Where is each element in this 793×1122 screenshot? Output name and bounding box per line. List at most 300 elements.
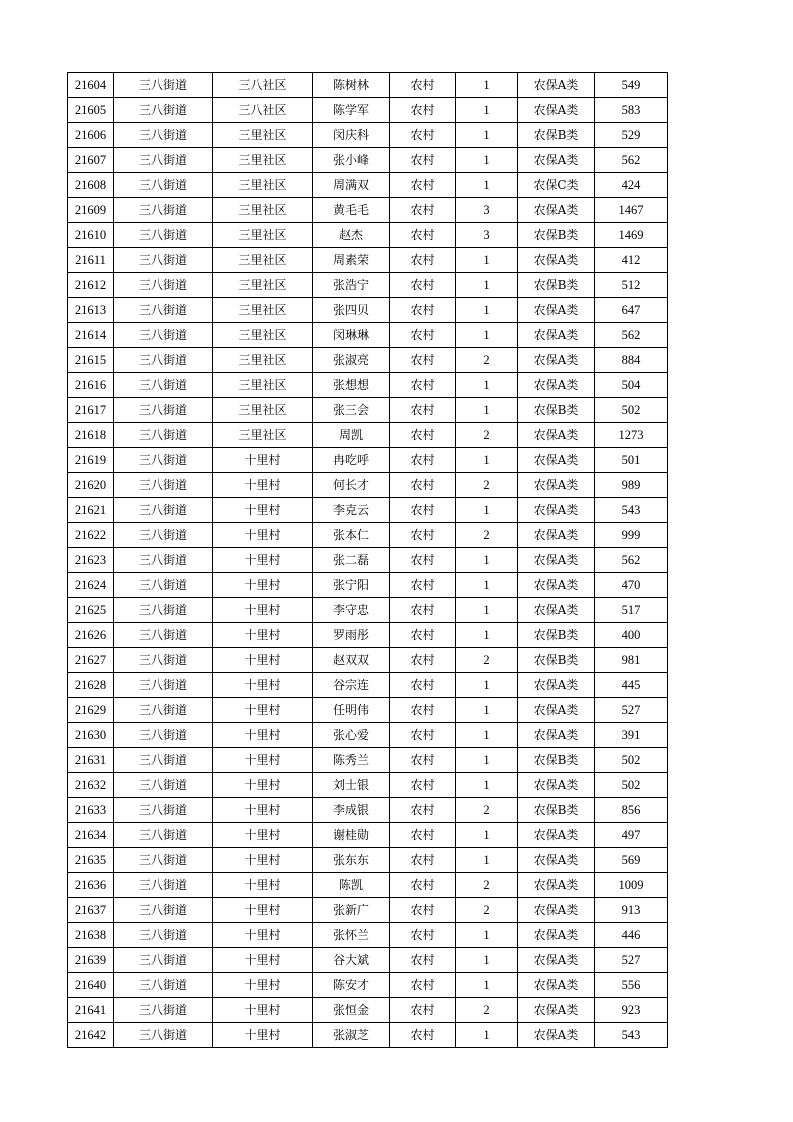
amount-cell: 445 — [595, 673, 668, 698]
residence-type-cell: 农村 — [390, 973, 456, 998]
record-id-cell: 21623 — [68, 548, 114, 573]
community-cell: 三里社区 — [213, 323, 313, 348]
subdistrict-cell: 三八街道 — [114, 298, 213, 323]
community-cell: 十里村 — [213, 798, 313, 823]
name-cell: 张心爱 — [313, 723, 390, 748]
household-size-cell: 2 — [456, 873, 518, 898]
table-row — [68, 398, 668, 423]
household-size-cell: 1 — [456, 273, 518, 298]
community-cell: 三里社区 — [213, 298, 313, 323]
insurance-class-cell: 农保A类 — [518, 73, 595, 98]
community-cell: 十里村 — [213, 823, 313, 848]
residence-type-cell: 农村 — [390, 1023, 456, 1048]
insurance-class-cell: 农保A类 — [518, 773, 595, 798]
name-cell: 张三会 — [313, 398, 390, 423]
insurance-class-cell: 农保A类 — [518, 698, 595, 723]
name-cell: 张四贝 — [313, 298, 390, 323]
name-cell: 赵双双 — [313, 648, 390, 673]
amount-cell: 562 — [595, 323, 668, 348]
household-size-cell: 1 — [456, 1023, 518, 1048]
amount-cell: 981 — [595, 648, 668, 673]
record-id-cell: 21634 — [68, 823, 114, 848]
table-row — [68, 673, 668, 698]
record-id-cell: 21625 — [68, 598, 114, 623]
subdistrict-cell: 三八街道 — [114, 323, 213, 348]
name-cell: 闵庆科 — [313, 123, 390, 148]
insurance-class-cell: 农保B类 — [518, 123, 595, 148]
subdistrict-cell: 三八街道 — [114, 598, 213, 623]
name-cell: 闵琳琳 — [313, 323, 390, 348]
table-row — [68, 123, 668, 148]
subdistrict-cell: 三八街道 — [114, 673, 213, 698]
table-row — [68, 923, 668, 948]
subdistrict-cell: 三八街道 — [114, 123, 213, 148]
community-cell: 十里村 — [213, 748, 313, 773]
insurance-class-cell: 农保B类 — [518, 623, 595, 648]
insurance-class-cell: 农保A类 — [518, 148, 595, 173]
amount-cell: 527 — [595, 948, 668, 973]
community-cell: 三里社区 — [213, 273, 313, 298]
community-cell: 十里村 — [213, 623, 313, 648]
household-size-cell: 2 — [456, 998, 518, 1023]
amount-cell: 512 — [595, 273, 668, 298]
household-size-cell: 1 — [456, 248, 518, 273]
insurance-class-cell: 农保A类 — [518, 423, 595, 448]
table-row — [68, 848, 668, 873]
insurance-class-cell: 农保A类 — [518, 298, 595, 323]
household-size-cell: 1 — [456, 723, 518, 748]
record-id-cell: 21610 — [68, 223, 114, 248]
record-id-cell: 21605 — [68, 98, 114, 123]
community-cell: 十里村 — [213, 998, 313, 1023]
amount-cell: 856 — [595, 798, 668, 823]
community-cell: 十里村 — [213, 473, 313, 498]
name-cell: 张东东 — [313, 848, 390, 873]
record-id-cell: 21632 — [68, 773, 114, 798]
record-id-cell: 21640 — [68, 973, 114, 998]
household-size-cell: 1 — [456, 98, 518, 123]
household-size-cell: 1 — [456, 373, 518, 398]
record-id-cell: 21635 — [68, 848, 114, 873]
amount-cell: 412 — [595, 248, 668, 273]
community-cell: 十里村 — [213, 723, 313, 748]
record-id-cell: 21612 — [68, 273, 114, 298]
table-row — [68, 823, 668, 848]
amount-cell: 502 — [595, 748, 668, 773]
table-row — [68, 523, 668, 548]
subdistrict-cell: 三八街道 — [114, 698, 213, 723]
community-cell: 三里社区 — [213, 248, 313, 273]
amount-cell: 989 — [595, 473, 668, 498]
table-row — [68, 873, 668, 898]
name-cell: 张本仁 — [313, 523, 390, 548]
table-row — [68, 648, 668, 673]
household-size-cell: 1 — [456, 748, 518, 773]
name-cell: 李守忠 — [313, 598, 390, 623]
insurance-class-cell: 农保A类 — [518, 373, 595, 398]
community-cell: 十里村 — [213, 948, 313, 973]
subdistrict-cell: 三八街道 — [114, 73, 213, 98]
table-row — [68, 773, 668, 798]
household-size-cell: 1 — [456, 398, 518, 423]
table-row — [68, 373, 668, 398]
household-size-cell: 2 — [456, 648, 518, 673]
amount-cell: 497 — [595, 823, 668, 848]
table-row — [68, 723, 668, 748]
household-size-cell: 1 — [456, 973, 518, 998]
community-cell: 十里村 — [213, 548, 313, 573]
subdistrict-cell: 三八街道 — [114, 448, 213, 473]
residence-type-cell: 农村 — [390, 248, 456, 273]
community-cell: 十里村 — [213, 1023, 313, 1048]
community-cell: 三里社区 — [213, 173, 313, 198]
residence-type-cell: 农村 — [390, 73, 456, 98]
insurance-class-cell: 农保B类 — [518, 798, 595, 823]
name-cell: 张怀兰 — [313, 923, 390, 948]
amount-cell: 504 — [595, 373, 668, 398]
amount-cell: 1469 — [595, 223, 668, 248]
amount-cell: 424 — [595, 173, 668, 198]
household-size-cell: 2 — [456, 898, 518, 923]
amount-cell: 470 — [595, 573, 668, 598]
residence-type-cell: 农村 — [390, 323, 456, 348]
record-id-cell: 21642 — [68, 1023, 114, 1048]
residence-type-cell: 农村 — [390, 523, 456, 548]
name-cell: 周凯 — [313, 423, 390, 448]
record-id-cell: 21616 — [68, 373, 114, 398]
insurance-class-cell: 农保A类 — [518, 548, 595, 573]
table-row — [68, 273, 668, 298]
insurance-class-cell: 农保A类 — [518, 98, 595, 123]
residence-type-cell: 农村 — [390, 998, 456, 1023]
residence-type-cell: 农村 — [390, 173, 456, 198]
insurance-class-cell: 农保A类 — [518, 348, 595, 373]
name-cell: 张浩宁 — [313, 273, 390, 298]
subdistrict-cell: 三八街道 — [114, 473, 213, 498]
household-size-cell: 1 — [456, 623, 518, 648]
table-row — [68, 898, 668, 923]
record-id-cell: 21621 — [68, 498, 114, 523]
residence-type-cell: 农村 — [390, 948, 456, 973]
table-row — [68, 623, 668, 648]
amount-cell: 999 — [595, 523, 668, 548]
residence-type-cell: 农村 — [390, 923, 456, 948]
residence-type-cell: 农村 — [390, 798, 456, 823]
community-cell: 三里社区 — [213, 123, 313, 148]
table-row — [68, 498, 668, 523]
insurance-class-cell: 农保A类 — [518, 898, 595, 923]
insurance-class-cell: 农保A类 — [518, 248, 595, 273]
community-cell: 十里村 — [213, 598, 313, 623]
residence-type-cell: 农村 — [390, 348, 456, 373]
community-cell: 十里村 — [213, 773, 313, 798]
subdistrict-cell: 三八街道 — [114, 548, 213, 573]
insurance-class-cell: 农保B类 — [518, 273, 595, 298]
amount-cell: 502 — [595, 773, 668, 798]
name-cell: 张二磊 — [313, 548, 390, 573]
name-cell: 罗雨彤 — [313, 623, 390, 648]
name-cell: 谷宗连 — [313, 673, 390, 698]
subdistrict-cell: 三八街道 — [114, 973, 213, 998]
record-id-cell: 21611 — [68, 248, 114, 273]
name-cell: 谷大斌 — [313, 948, 390, 973]
name-cell: 任明伟 — [313, 698, 390, 723]
name-cell: 李克云 — [313, 498, 390, 523]
table-row — [68, 323, 668, 348]
community-cell: 三里社区 — [213, 398, 313, 423]
household-size-cell: 1 — [456, 598, 518, 623]
household-size-cell: 1 — [456, 123, 518, 148]
benefit-roster-table — [67, 72, 668, 1048]
table-row — [68, 473, 668, 498]
residence-type-cell: 农村 — [390, 498, 456, 523]
amount-cell: 913 — [595, 898, 668, 923]
household-size-cell: 1 — [456, 923, 518, 948]
amount-cell: 502 — [595, 398, 668, 423]
record-id-cell: 21641 — [68, 998, 114, 1023]
insurance-class-cell: 农保B类 — [518, 223, 595, 248]
community-cell: 三八社区 — [213, 73, 313, 98]
table-row — [68, 148, 668, 173]
community-cell: 十里村 — [213, 848, 313, 873]
community-cell: 十里村 — [213, 498, 313, 523]
insurance-class-cell: 农保A类 — [518, 873, 595, 898]
subdistrict-cell: 三八街道 — [114, 373, 213, 398]
record-id-cell: 21617 — [68, 398, 114, 423]
household-size-cell: 1 — [456, 323, 518, 348]
residence-type-cell: 农村 — [390, 398, 456, 423]
insurance-class-cell: 农保A类 — [518, 198, 595, 223]
insurance-class-cell: 农保A类 — [518, 598, 595, 623]
insurance-class-cell: 农保A类 — [518, 448, 595, 473]
household-size-cell: 1 — [456, 673, 518, 698]
table-row — [68, 948, 668, 973]
name-cell: 周满双 — [313, 173, 390, 198]
table-row — [68, 348, 668, 373]
subdistrict-cell: 三八街道 — [114, 798, 213, 823]
record-id-cell: 21619 — [68, 448, 114, 473]
insurance-class-cell: 农保A类 — [518, 723, 595, 748]
name-cell: 陈安才 — [313, 973, 390, 998]
table-row — [68, 173, 668, 198]
household-size-cell: 2 — [456, 348, 518, 373]
household-size-cell: 1 — [456, 698, 518, 723]
amount-cell: 391 — [595, 723, 668, 748]
record-id-cell: 21624 — [68, 573, 114, 598]
subdistrict-cell: 三八街道 — [114, 423, 213, 448]
record-id-cell: 21604 — [68, 73, 114, 98]
household-size-cell: 1 — [456, 498, 518, 523]
subdistrict-cell: 三八街道 — [114, 198, 213, 223]
household-size-cell: 3 — [456, 198, 518, 223]
community-cell: 十里村 — [213, 873, 313, 898]
record-id-cell: 21615 — [68, 348, 114, 373]
record-id-cell: 21639 — [68, 948, 114, 973]
residence-type-cell: 农村 — [390, 723, 456, 748]
amount-cell: 884 — [595, 348, 668, 373]
table-row — [68, 573, 668, 598]
insurance-class-cell: 农保A类 — [518, 998, 595, 1023]
subdistrict-cell: 三八街道 — [114, 398, 213, 423]
community-cell: 十里村 — [213, 523, 313, 548]
record-id-cell: 21633 — [68, 798, 114, 823]
record-id-cell: 21609 — [68, 198, 114, 223]
table-row — [68, 798, 668, 823]
amount-cell: 556 — [595, 973, 668, 998]
name-cell: 张小峰 — [313, 148, 390, 173]
name-cell: 周素荣 — [313, 248, 390, 273]
amount-cell: 1273 — [595, 423, 668, 448]
residence-type-cell: 农村 — [390, 698, 456, 723]
name-cell: 黄毛毛 — [313, 198, 390, 223]
amount-cell: 527 — [595, 698, 668, 723]
subdistrict-cell: 三八街道 — [114, 248, 213, 273]
record-id-cell: 21626 — [68, 623, 114, 648]
name-cell: 张恒金 — [313, 998, 390, 1023]
amount-cell: 562 — [595, 548, 668, 573]
residence-type-cell: 农村 — [390, 298, 456, 323]
amount-cell: 549 — [595, 73, 668, 98]
community-cell: 十里村 — [213, 573, 313, 598]
amount-cell: 647 — [595, 298, 668, 323]
community-cell: 三里社区 — [213, 373, 313, 398]
record-id-cell: 21629 — [68, 698, 114, 723]
residence-type-cell: 农村 — [390, 448, 456, 473]
subdistrict-cell: 三八街道 — [114, 898, 213, 923]
table-row — [68, 423, 668, 448]
amount-cell: 400 — [595, 623, 668, 648]
amount-cell: 562 — [595, 148, 668, 173]
residence-type-cell: 农村 — [390, 273, 456, 298]
household-size-cell: 3 — [456, 223, 518, 248]
community-cell: 三里社区 — [213, 423, 313, 448]
subdistrict-cell: 三八街道 — [114, 648, 213, 673]
household-size-cell: 1 — [456, 948, 518, 973]
residence-type-cell: 农村 — [390, 223, 456, 248]
community-cell: 十里村 — [213, 648, 313, 673]
residence-type-cell: 农村 — [390, 98, 456, 123]
subdistrict-cell: 三八街道 — [114, 773, 213, 798]
residence-type-cell: 农村 — [390, 123, 456, 148]
residence-type-cell: 农村 — [390, 673, 456, 698]
document-sheet — [67, 72, 668, 1048]
subdistrict-cell: 三八街道 — [114, 98, 213, 123]
record-id-cell: 21606 — [68, 123, 114, 148]
residence-type-cell: 农村 — [390, 473, 456, 498]
table-row — [68, 973, 668, 998]
community-cell: 三里社区 — [213, 223, 313, 248]
residence-type-cell: 农村 — [390, 598, 456, 623]
record-id-cell: 21607 — [68, 148, 114, 173]
household-size-cell: 2 — [456, 523, 518, 548]
residence-type-cell: 农村 — [390, 373, 456, 398]
name-cell: 张新广 — [313, 898, 390, 923]
table-row — [68, 298, 668, 323]
record-id-cell: 21614 — [68, 323, 114, 348]
record-id-cell: 21622 — [68, 523, 114, 548]
amount-cell: 569 — [595, 848, 668, 873]
household-size-cell: 1 — [456, 773, 518, 798]
residence-type-cell: 农村 — [390, 573, 456, 598]
subdistrict-cell: 三八街道 — [114, 173, 213, 198]
record-id-cell: 21630 — [68, 723, 114, 748]
record-id-cell: 21631 — [68, 748, 114, 773]
name-cell: 冉吃呼 — [313, 448, 390, 473]
subdistrict-cell: 三八街道 — [114, 998, 213, 1023]
subdistrict-cell: 三八街道 — [114, 1023, 213, 1048]
subdistrict-cell: 三八街道 — [114, 873, 213, 898]
subdistrict-cell: 三八街道 — [114, 498, 213, 523]
name-cell: 赵杰 — [313, 223, 390, 248]
table-row — [68, 998, 668, 1023]
record-id-cell: 21628 — [68, 673, 114, 698]
insurance-class-cell: 农保A类 — [518, 1023, 595, 1048]
subdistrict-cell: 三八街道 — [114, 948, 213, 973]
insurance-class-cell: 农保A类 — [518, 523, 595, 548]
insurance-class-cell: 农保A类 — [518, 673, 595, 698]
amount-cell: 543 — [595, 1023, 668, 1048]
amount-cell: 583 — [595, 98, 668, 123]
subdistrict-cell: 三八街道 — [114, 623, 213, 648]
household-size-cell: 2 — [456, 798, 518, 823]
community-cell: 三里社区 — [213, 148, 313, 173]
insurance-class-cell: 农保A类 — [518, 823, 595, 848]
name-cell: 陈凯 — [313, 873, 390, 898]
name-cell: 刘士银 — [313, 773, 390, 798]
subdistrict-cell: 三八街道 — [114, 223, 213, 248]
household-size-cell: 1 — [456, 298, 518, 323]
community-cell: 三八社区 — [213, 98, 313, 123]
table-row — [68, 448, 668, 473]
residence-type-cell: 农村 — [390, 748, 456, 773]
record-id-cell: 21638 — [68, 923, 114, 948]
residence-type-cell: 农村 — [390, 873, 456, 898]
subdistrict-cell: 三八街道 — [114, 148, 213, 173]
name-cell: 陈学军 — [313, 98, 390, 123]
amount-cell: 543 — [595, 498, 668, 523]
household-size-cell: 1 — [456, 73, 518, 98]
insurance-class-cell: 农保A类 — [518, 323, 595, 348]
record-id-cell: 21620 — [68, 473, 114, 498]
subdistrict-cell: 三八街道 — [114, 923, 213, 948]
insurance-class-cell: 农保A类 — [518, 848, 595, 873]
record-id-cell: 21636 — [68, 873, 114, 898]
residence-type-cell: 农村 — [390, 148, 456, 173]
record-id-cell: 21627 — [68, 648, 114, 673]
community-cell: 十里村 — [213, 448, 313, 473]
table-row — [68, 548, 668, 573]
amount-cell: 529 — [595, 123, 668, 148]
community-cell: 十里村 — [213, 898, 313, 923]
insurance-class-cell: 农保B类 — [518, 748, 595, 773]
household-size-cell: 1 — [456, 548, 518, 573]
table-row — [68, 698, 668, 723]
amount-cell: 446 — [595, 923, 668, 948]
name-cell: 陈树林 — [313, 73, 390, 98]
residence-type-cell: 农村 — [390, 423, 456, 448]
table-row — [68, 73, 668, 98]
insurance-class-cell: 农保A类 — [518, 973, 595, 998]
community-cell: 十里村 — [213, 698, 313, 723]
insurance-class-cell: 农保B类 — [518, 648, 595, 673]
household-size-cell: 1 — [456, 448, 518, 473]
household-size-cell: 2 — [456, 473, 518, 498]
community-cell: 十里村 — [213, 973, 313, 998]
name-cell: 何长才 — [313, 473, 390, 498]
name-cell: 李成银 — [313, 798, 390, 823]
name-cell: 张淑亮 — [313, 348, 390, 373]
table-row — [68, 248, 668, 273]
